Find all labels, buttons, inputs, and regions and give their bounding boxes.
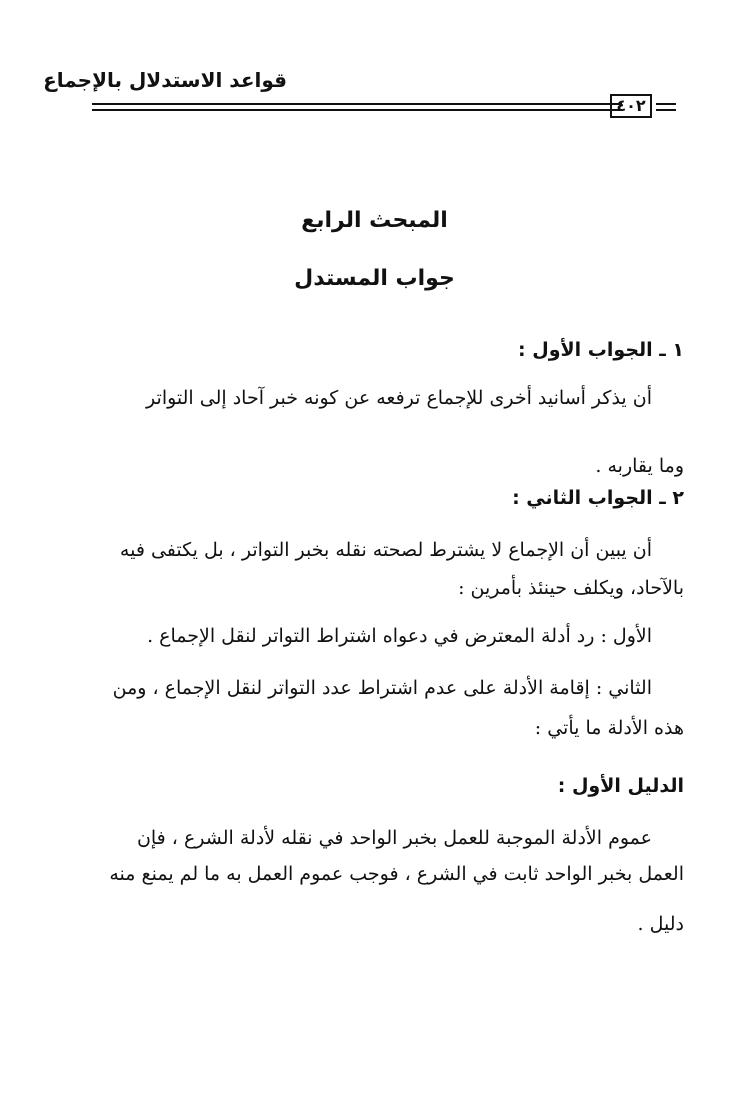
evidence1-line3: دليل . bbox=[637, 913, 684, 935]
running-title: قواعد الاستدلال بالإجماع bbox=[43, 68, 287, 92]
answer2-line1: أن يبين أن الإجماع لا يشترط لصحته نقله بخبر التواتر ، بل يكتفى فيه bbox=[119, 539, 652, 561]
answer1-line1: أن يذكر أسانيد أخرى للإجماع ترفعه عن كونه خبر آحاد إلى التواتر bbox=[146, 387, 652, 409]
second-matter-line1: الثاني : إقامة الأدلة على عدم اشتراط عدد التواتر لنقل الإجماع ، ومن bbox=[112, 677, 652, 699]
page-number: ٤٠٢ bbox=[610, 94, 652, 118]
second-matter-line2: هذه الأدلة ما يأتي : bbox=[534, 717, 684, 739]
header-rule-bottom bbox=[92, 109, 622, 111]
evidence1-line2: العمل بخبر الواحد ثابت في الشرع ، فوجب عموم العمل به ما لم يمنع منه bbox=[109, 863, 684, 885]
answer2-heading: ٢ ـ الجواب الثاني : bbox=[512, 487, 684, 509]
section-subtitle: جواب المستدل bbox=[294, 266, 455, 291]
header-rule-right-top bbox=[656, 103, 676, 105]
evidence1-heading: الدليل الأول : bbox=[557, 775, 684, 797]
section-title: المبحث الرابع bbox=[301, 208, 448, 233]
answer1-heading: ١ ـ الجواب الأول : bbox=[518, 339, 684, 361]
header-rule-right-bottom bbox=[656, 109, 676, 111]
evidence1-line1: عموم الأدلة الموجبة للعمل بخبر الواحد في نقله لأدلة الشرع ، فإن bbox=[136, 827, 652, 849]
first-matter-line: الأول : رد أدلة المعترض في دعواه اشتراط التواتر لنقل الإجماع . bbox=[147, 625, 652, 647]
answer2-line2: بالآحاد، ويكلف حينئذ بأمرين : bbox=[458, 577, 684, 599]
answer1-line2: وما يقاربه . bbox=[595, 455, 684, 477]
header-rule-top bbox=[92, 103, 622, 105]
